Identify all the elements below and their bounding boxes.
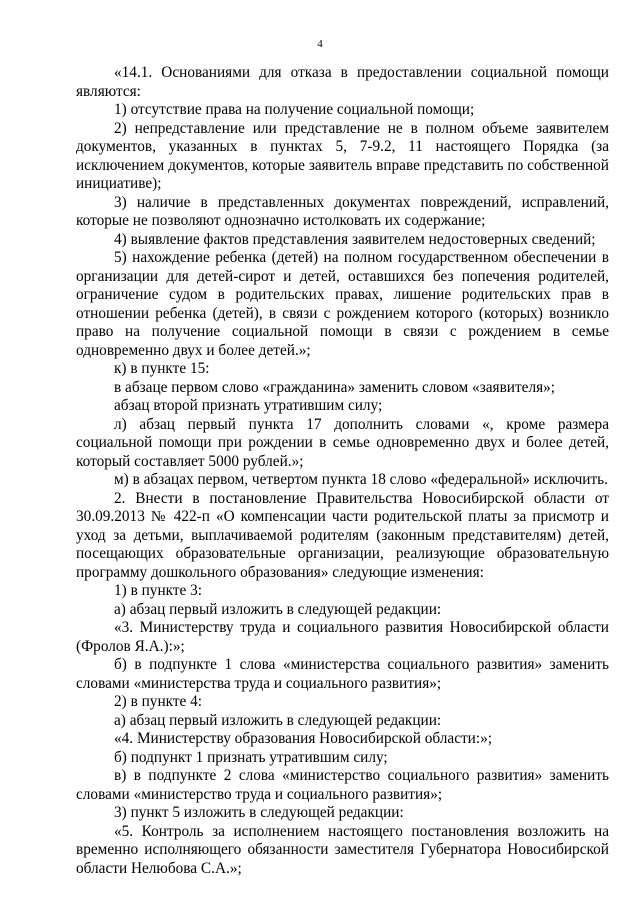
paragraph: в абзаце первом слово «гражданина» заменить словом «заявителя»;: [114, 378, 556, 396]
paragraph: б) подпункт 1 признать утратившим силу;: [114, 748, 388, 766]
paragraph: м) в абзацах первом, четвертом пункта 18 слово «федеральной» исключить.: [114, 471, 608, 488]
paragraph: «3. Министерству труда и социального развития Новосибирской области (Фролов Я.А.):»;: [76, 619, 609, 655]
paragraph: 3) наличие в представленных документах повреждений, исправлений, которые не позволяют однозначно истолковать их содержание;: [76, 193, 609, 229]
paragraph: а) абзац первый изложить в следующей редакции:: [114, 711, 442, 729]
paragraph: 1) отсутствие права на получение социальной помощи;: [114, 101, 475, 118]
paragraph: к) в пункте 15:: [114, 360, 210, 377]
paragraph: «5. Контроль за исполнением настоящего постановления возложить на временно исполняющего обязанности заместителя Губернатора Новосибирской области Нелюбова С.А.»;: [76, 822, 609, 877]
paragraph: в) в подпункте 2 слова «министерство социального развития» заменить словами «министерство труда и социального развития»;: [76, 767, 609, 803]
paragraph: 4) выявление фактов представления заявителем недостоверных сведений;: [114, 230, 596, 248]
paragraph: 3) пункт 5 изложить в следующей редакции:: [114, 804, 404, 821]
paragraph: 2) в пункте 4:: [114, 693, 203, 710]
paragraph: а) абзац первый изложить в следующей редакции:: [114, 600, 442, 618]
document-body: [76, 64, 609, 878]
paragraph: «14.1. Основаниями для отказа в предоставлении социальной помощи являются:: [76, 64, 609, 100]
paragraph: б) в подпункте 1 слова «министерства социального развития» заменить словами «министерства труда и социального развития»;: [76, 656, 609, 692]
paragraph: 2) непредставление или представление не в полном объеме заявителем документов, указанных в пунктах 5, 7-9.2, 11 настоящего Порядка (за исключением документов, которые заявитель вправе представить по собственной инициативе);: [76, 119, 609, 192]
page-number: 4: [317, 38, 323, 50]
paragraph: 1) в пункте 3:: [114, 582, 203, 599]
paragraph: 5) нахождение ребенка (детей) на полном государственном обеспечении в организации для детей-сирот и детей, оставшихся без попечения родителей, ограничение судом в родительских правах, лишение родительских прав в отношении ребенка (детей), в связи с рождением которого (которых) возникло право на получение социальной помощи в связи с рождением в семье одновременно двух и более детей.»;: [76, 249, 609, 359]
paragraph: л) абзац первый пункта 17 дополнить словами «, кроме размера социальной помощи при рождении в семье одновременно двух и более детей, который составляет 5000 рублей.»;: [76, 415, 609, 470]
paragraph: абзац второй признать утратившим силу;: [114, 397, 383, 414]
paragraph: «4. Министерству образования Новосибирской области:»;: [114, 730, 492, 747]
paragraph: 2. Внести в постановление Правительства Новосибирской области от 30.09.2013 № 422-п «О компенсации части родительской платы за присмотр и уход за детьми, выплачиваемой родителям (законным представителям) детей, посещающих образовательные организации, реализующие образовательную программу дошкольного образования» следующие изменения:: [76, 489, 609, 581]
